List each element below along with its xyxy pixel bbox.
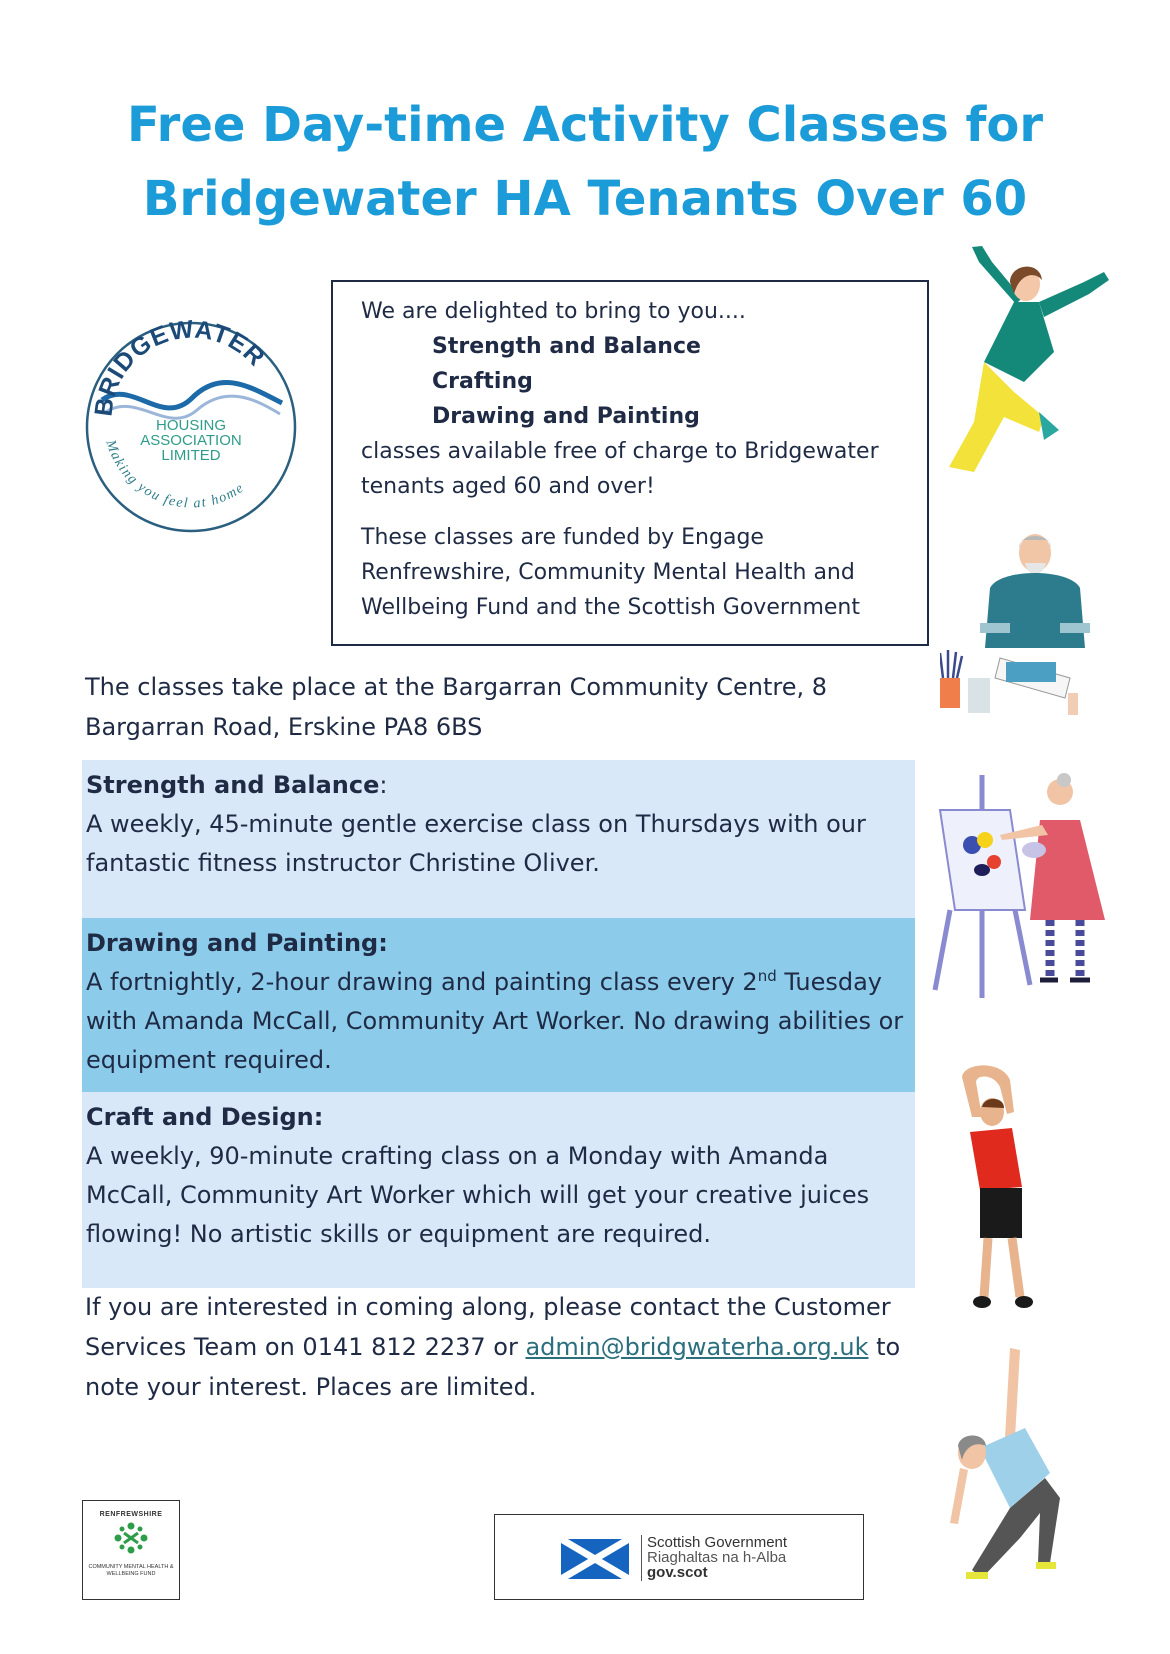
session-heading: Drawing and Painting: bbox=[86, 929, 388, 957]
jumping-woman-illustration bbox=[944, 242, 1116, 484]
email-link[interactable]: admin@bridgwaterha.org.uk bbox=[525, 1333, 869, 1361]
renfrewshire-title: RENFREWSHIRE bbox=[99, 1511, 163, 1518]
session-drawing-painting bbox=[82, 918, 915, 1092]
logo-line-2: ASSOCIATION bbox=[140, 432, 242, 449]
bridgewater-logo bbox=[82, 318, 300, 536]
title-line-1: Free Day-time Activity Classes for bbox=[126, 97, 1044, 153]
title-line-2: Bridgewater HA Tenants Over 60 bbox=[142, 171, 1028, 227]
session-craft-design bbox=[82, 1092, 915, 1288]
logo-tagline: Making you feel at home bbox=[102, 438, 248, 512]
session-description: A weekly, 90-minute crafting class on a Monday with Amanda McCall, Community Art Worker which will get your creative juices flowing! No artistic skills or equipment are required. bbox=[86, 1142, 870, 1248]
intro-class-1: Strength and Balance bbox=[432, 334, 701, 359]
session-text-pre: A fortnightly, 2-hour drawing and painting class every 2 bbox=[86, 968, 758, 996]
scotgov-line-2: Riaghaltas na h-Alba bbox=[647, 1549, 787, 1566]
session-description bbox=[86, 963, 911, 1080]
venue-text: The classes take place at the Bargarran Community Centre, 8 Bargarran Road, Erskine PA8 6BS bbox=[85, 673, 827, 741]
contact-text bbox=[85, 1287, 915, 1407]
stretching-man-illustration bbox=[952, 1062, 1062, 1312]
logo-divider bbox=[641, 1535, 642, 1581]
session-text-post: Tuesday with Amanda McCall, Community Art Worker. No drawing abilities or equipment required. bbox=[86, 968, 904, 1074]
painting-man-illustration bbox=[940, 528, 1112, 718]
intro-availability: classes available free of charge to Bridgewater tenants aged 60 and over! bbox=[361, 439, 879, 499]
intro-class-3: Drawing and Painting bbox=[432, 404, 700, 429]
saltire-flag-icon bbox=[561, 1539, 629, 1579]
scotgov-line-1: Scottish Government bbox=[647, 1534, 788, 1551]
page-title bbox=[0, 88, 1170, 236]
session-heading: Craft and Design: bbox=[86, 1103, 324, 1131]
contact-pre: If you are interested in coming along, please contact the Customer Services Team on 0141 812 2237 or bbox=[85, 1293, 891, 1361]
session-heading-colon: : bbox=[379, 771, 388, 799]
scotgov-text bbox=[647, 1535, 787, 1580]
session-description: A weekly, 45-minute gentle exercise class on Thursdays with our fantastic fitness instructor Christine Oliver. bbox=[86, 810, 866, 877]
scotgov-line-3: gov.scot bbox=[647, 1564, 708, 1581]
people-circle-icon bbox=[113, 1521, 149, 1555]
renfrewshire-fund-logo bbox=[82, 1500, 180, 1600]
session-strength-balance bbox=[82, 760, 915, 918]
scottish-government-logo bbox=[494, 1514, 864, 1600]
intro-lead: We are delighted to bring to you.... bbox=[361, 299, 746, 324]
logo-line-3: LIMITED bbox=[161, 447, 221, 464]
intro-funding: These classes are funded by Engage Renfrewshire, Community Mental Health and Wellbeing Fund and the Scottish Government bbox=[361, 525, 860, 620]
logo-line-1: HOUSING bbox=[155, 417, 227, 434]
contact-post: to note your interest. Places are limited. bbox=[85, 1333, 901, 1401]
logo-name: BRIDGEWATER bbox=[89, 318, 271, 418]
session-heading: Strength and Balance bbox=[86, 771, 380, 799]
side-stretch-woman-illustration bbox=[940, 1348, 1100, 1598]
ordinal-suffix: nd bbox=[757, 967, 777, 985]
intro-box bbox=[331, 280, 929, 646]
painting-woman-illustration bbox=[930, 770, 1110, 1000]
intro-class-2: Crafting bbox=[432, 369, 533, 394]
renfrewshire-subtitle: COMMUNITY MENTAL HEALTH & WELLBEING FUND bbox=[88, 1564, 174, 1577]
